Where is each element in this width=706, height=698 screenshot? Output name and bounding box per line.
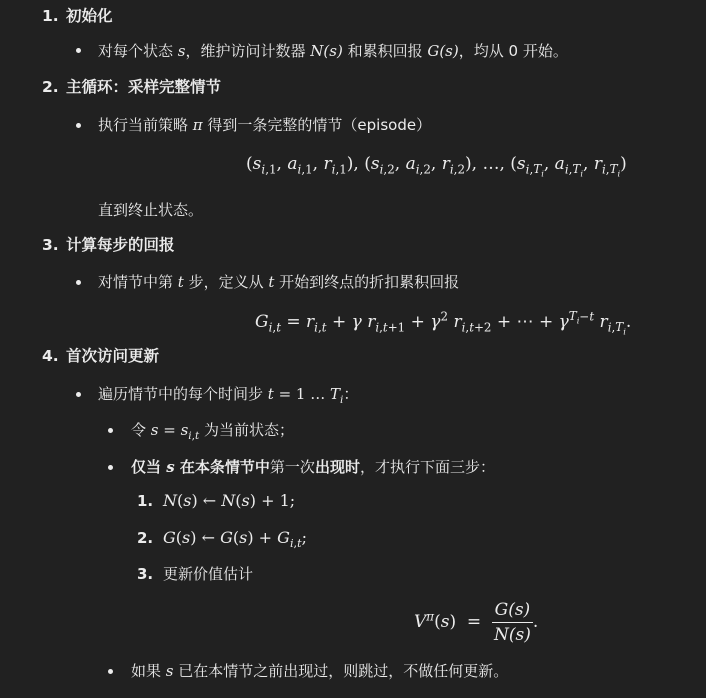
text: ： <box>343 385 359 403</box>
section-1-heading <box>42 5 113 27</box>
subbullet-current-state <box>131 419 294 441</box>
text: 对情节中第 <box>98 273 178 291</box>
section-title: 主循环：采样完整情节 <box>66 78 222 96</box>
denominator: N(s) <box>493 625 531 645</box>
episode-formula: ($s_{i,1}$, $a_{i,1}$, $r_{i,1}$), ($s_{i,2}$, $a_{i,2}$, $r_{i,2}$), …, ($s_{i,T_i}$, $a_{i,T_i}$, $r_{i,T_i}$) <box>246 154 627 179</box>
step-formula: G(s) ← $G(s) + G_{i,t}$; <box>163 528 307 551</box>
step-2 <box>137 527 307 549</box>
math-pi: π <box>192 116 203 134</box>
bullet-dot <box>108 669 113 674</box>
section-3-bullet <box>98 271 459 293</box>
section-title: 计算每步的回报 <box>66 236 175 254</box>
text: 和累积回报 <box>342 42 428 60</box>
math-s: s <box>177 42 186 60</box>
bullet-dot <box>108 428 113 433</box>
bold-text: 仅当 <box>131 458 167 476</box>
section-4-bullet <box>98 383 358 405</box>
bullet-dot <box>76 280 81 285</box>
fraction <box>492 599 533 646</box>
text: ，均从 0 开始。 <box>458 42 568 60</box>
text: 对每个状态 <box>98 42 178 60</box>
section-2-after: 直到终止状态。 <box>98 201 204 219</box>
math-t: t <box>177 273 184 291</box>
text: 第一次 <box>269 458 315 476</box>
subbullet-first-visit <box>131 456 495 478</box>
subbullet-skip <box>131 660 508 682</box>
math-s: s <box>165 662 174 680</box>
text: 如果 <box>131 662 166 680</box>
text: 开始到终点的折扣累积回报 <box>274 273 460 291</box>
math-t-range: t = 1 … $T_i$ <box>267 385 344 406</box>
numerator: G(s) <box>492 599 533 623</box>
text: ，才执行下面三步： <box>359 458 495 476</box>
section-number: 1. <box>42 7 59 25</box>
text: 得到一条完整的情节（episode） <box>202 116 432 134</box>
section-number: 3. <box>42 236 59 254</box>
text: 步，定义从 <box>183 273 269 291</box>
section-number: 4. <box>42 347 59 365</box>
section-4-heading <box>42 345 159 367</box>
text: 令 <box>131 421 151 439</box>
step-formula: N(s) ← N(s) + 1; <box>163 491 296 510</box>
step-number: 3. <box>137 565 154 583</box>
text: 执行当前策略 <box>98 116 193 134</box>
math-G: G(s) <box>427 42 459 60</box>
text: 已在本情节之前出现过，则跳过，不做任何更新。 <box>173 662 509 680</box>
step-number: 2. <box>137 529 154 547</box>
step-text: 更新价值估计 <box>163 565 254 583</box>
period: . <box>532 612 539 632</box>
section-number: 2. <box>42 78 59 96</box>
section-2-heading <box>42 76 221 98</box>
bullet-dot <box>76 392 81 397</box>
math-s: s <box>166 458 175 476</box>
bold-text: 出现时 <box>314 458 360 476</box>
bullet-dot <box>108 465 113 470</box>
math-N: N(s) <box>310 42 343 60</box>
step-1 <box>137 490 295 512</box>
bullet-dot <box>76 123 81 128</box>
bullet-dot <box>76 48 81 53</box>
step-number: 1. <box>137 492 154 510</box>
text: 为当前状态； <box>199 421 295 439</box>
section-1-bullet <box>98 40 568 62</box>
section-title: 首次访问更新 <box>66 347 160 365</box>
math-s-equals: $s = s_{i,t}$ <box>150 421 200 442</box>
section-2-bullet <box>98 114 431 136</box>
section-3-heading <box>42 234 175 256</box>
value-formula: $V^\pi(s)$ = $\frac{G(s)}{N(s)}$ . <box>414 600 539 645</box>
section-title: 初始化 <box>66 7 113 25</box>
math-t: t <box>268 273 275 291</box>
text: ，维护访问计数器 <box>185 42 311 60</box>
text: 遍历情节中的每个时间步 <box>98 385 268 403</box>
step-3 <box>137 563 253 585</box>
bold-text: 在本条情节中 <box>174 458 270 476</box>
return-formula: $G_{i,t} = r_{i,t} + \gamma$ $r_{i,t+1} + \gamma^2$ $r_{i,t+2}$ + ⋯ + $\gamma^{T_i-t}$ $r_{i,T_i}$. <box>255 309 632 337</box>
